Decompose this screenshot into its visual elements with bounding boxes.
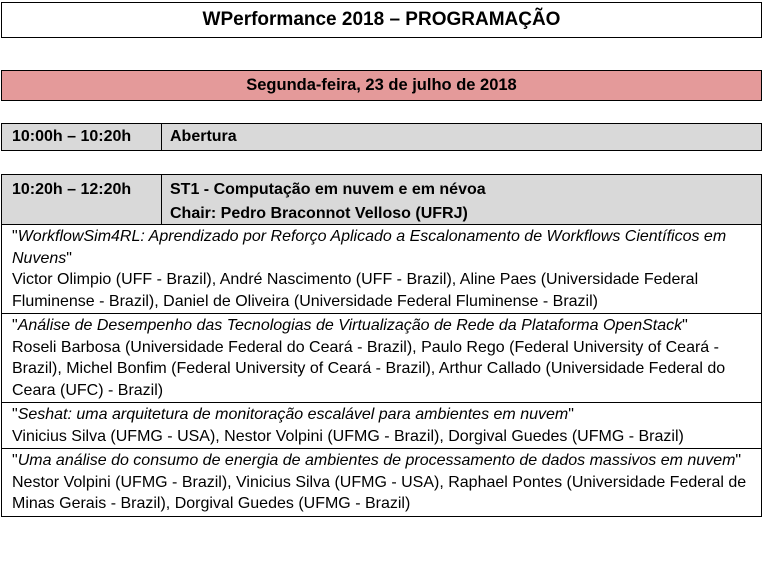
paper-item bbox=[2, 449, 761, 516]
paper-authors: Roseli Barbosa (Universidade Federal do Ceará - Brazil), Paulo Rego (Federal University of Ceará - Brazil), Michel Bonfim (Federal University of Ceará - Brazil), Arthur Callado (Universidade Federal do Ceara (UFC) - Brazil) bbox=[12, 338, 726, 399]
session-info bbox=[162, 175, 486, 224]
opening-row bbox=[1, 123, 762, 151]
session-name: ST1 - Computação em nuvem e em névoa bbox=[170, 181, 486, 198]
opening-label: Abertura bbox=[170, 128, 237, 145]
session-time: 10:20h – 12:20h bbox=[2, 175, 162, 224]
opening-time: 10:00h – 10:20h bbox=[2, 124, 162, 150]
paper-title: "Análise de Desempenho das Tecnologias de Virtualização de Rede da Plataforma OpenStack" bbox=[12, 317, 688, 334]
paper-authors: Victor Olimpio (UFF - Brazil), André Nascimento (UFF - Brazil), Aline Paes (Universidade Federal Fluminense - Brazil), Daniel de Oliveira (Universidade Federal Fluminense - Brazil) bbox=[12, 271, 699, 310]
paper-title: "Uma análise do consumo de energia de ambientes de processamento de dados massivos em nuvem" bbox=[12, 452, 742, 469]
paper-item bbox=[2, 403, 761, 449]
paper-item bbox=[2, 314, 761, 403]
day-banner: Segunda-feira, 23 de julho de 2018 bbox=[1, 70, 762, 101]
paper-title: "Seshat: uma arquitetura de monitoração escalável para ambientes em nuvem" bbox=[12, 406, 574, 423]
session-header bbox=[2, 175, 761, 225]
paper-authors: Vinicius Silva (UFMG - USA), Nestor Volpini (UFMG - Brazil), Dorgival Guedes (UFMG - Brazil) bbox=[12, 427, 684, 445]
paper-title: "WorkflowSim4RL: Aprendizado por Reforço Aplicado a Escalonamento de Workflows Científicos em Nuvens" bbox=[12, 228, 727, 267]
session-chair: Chair: Pedro Braconnot Velloso (UFRJ) bbox=[170, 205, 468, 222]
session-st1 bbox=[1, 174, 762, 517]
program-title: WPerformance 2018 – PROGRAMAÇÃO bbox=[1, 2, 762, 38]
paper-item bbox=[2, 225, 761, 314]
paper-authors: Nestor Volpini (UFMG - Brazil), Vinicius Silva (UFMG - USA), Raphael Pontes (Universidade Federal de Minas Gerais - Brazil), Dorgival Guedes (UFMG - Brazil) bbox=[12, 473, 747, 512]
